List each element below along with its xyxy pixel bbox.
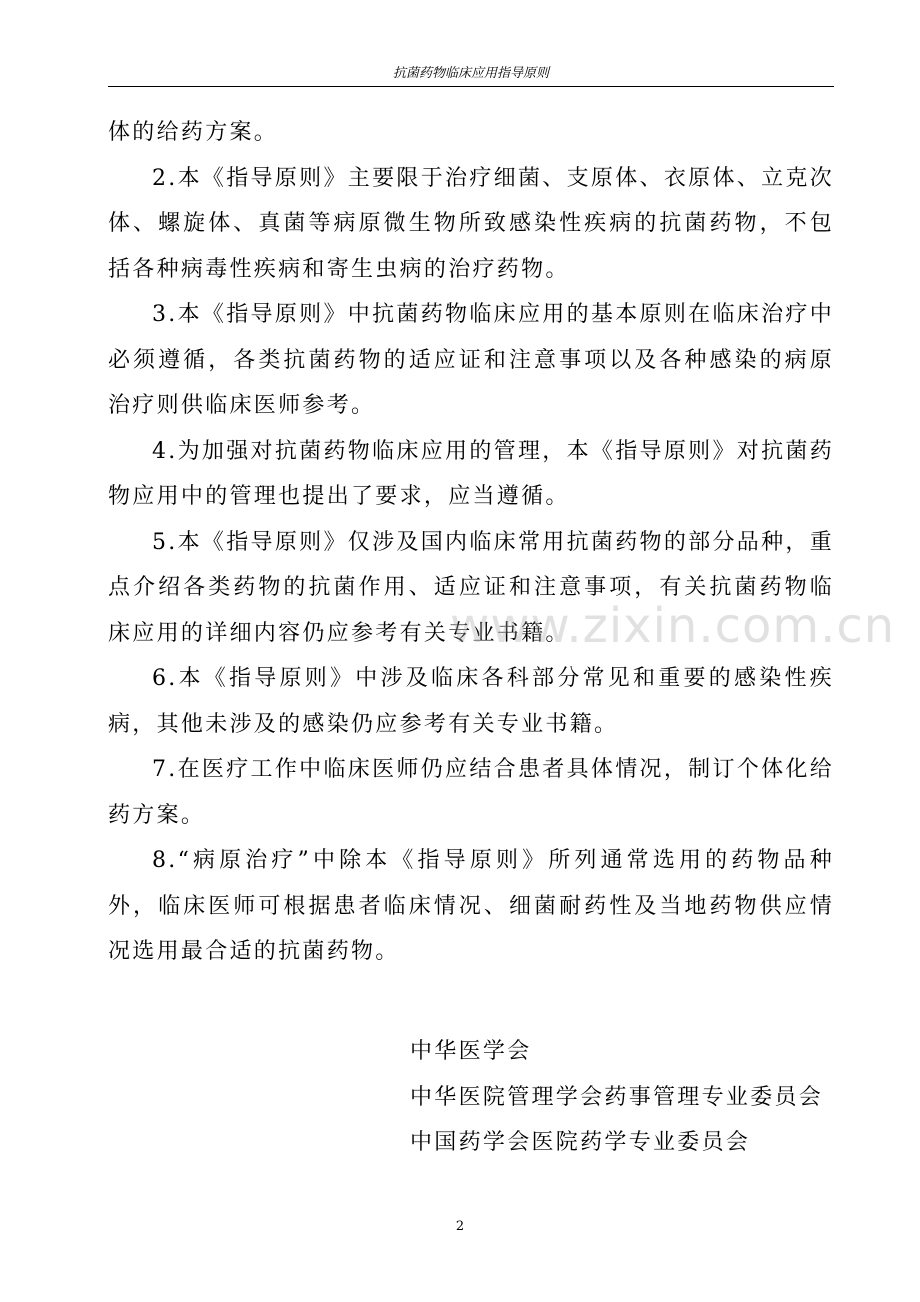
paragraph-item-3: 3.本《指导原则》中抗菌药物临床应用的基本原则在临床治疗中必须遵循，各类抗菌药物的适应证和注意事项以及各种感染的病原治疗则供临床医师参考。: [108, 302, 834, 418]
paragraph-continuation: 体的给药方案。: [108, 120, 279, 145]
signature-line-2: 中华医院管理学会药事管理专业委员会: [410, 1084, 824, 1110]
watermark: www.zixin.com.cn: [450, 598, 896, 654]
signature-line-3: 中国药学会医院药学专业委员会: [410, 1130, 751, 1155]
paragraph-item-5: 5.本《指导原则》仅涉及国内临床常用抗菌药物的部分品种，重点介绍各类药物的抗菌作用、适应证和注意事项，有关抗菌药物临床应用的详细内容仍应参考有关专业书籍。: [108, 529, 834, 646]
page-header: 抗菌药物临床应用指导原则: [108, 64, 834, 87]
document-body: [108, 110, 834, 975]
paragraph-item-2: 2.本《指导原则》主要限于治疗细菌、支原体、衣原体、立克次体、螺旋体、真菌等病原微生物所致感染性疾病的抗菌药物，不包括各种病毒性疾病和寄生虫病的治疗药物。: [108, 165, 834, 282]
paragraph-item-8: 8.“病原治疗”中除本《指导原则》所列通常选用的药物品种外，临床医师可根据患者临床情况、细菌耐药性及当地药物供应情况选用最合适的抗菌药物。: [108, 848, 834, 964]
paragraph-item-4: 4.为加强对抗菌药物临床应用的管理，本《指导原则》对抗菌药物应用中的管理也提出了要求，应当遵循。: [108, 438, 834, 509]
page-number: 2: [455, 1219, 465, 1234]
paragraph-item-7: 7.在医疗工作中临床医师仍应结合患者具体情况，制订个体化给药方案。: [108, 757, 834, 828]
signature-block: [410, 1029, 834, 1166]
paragraph-item-6: 6.本《指导原则》中涉及临床各科部分常见和重要的感染性疾病，其他未涉及的感染仍应参考有关专业书籍。: [108, 666, 834, 737]
signature-line-1: 中华医学会: [410, 1039, 532, 1064]
